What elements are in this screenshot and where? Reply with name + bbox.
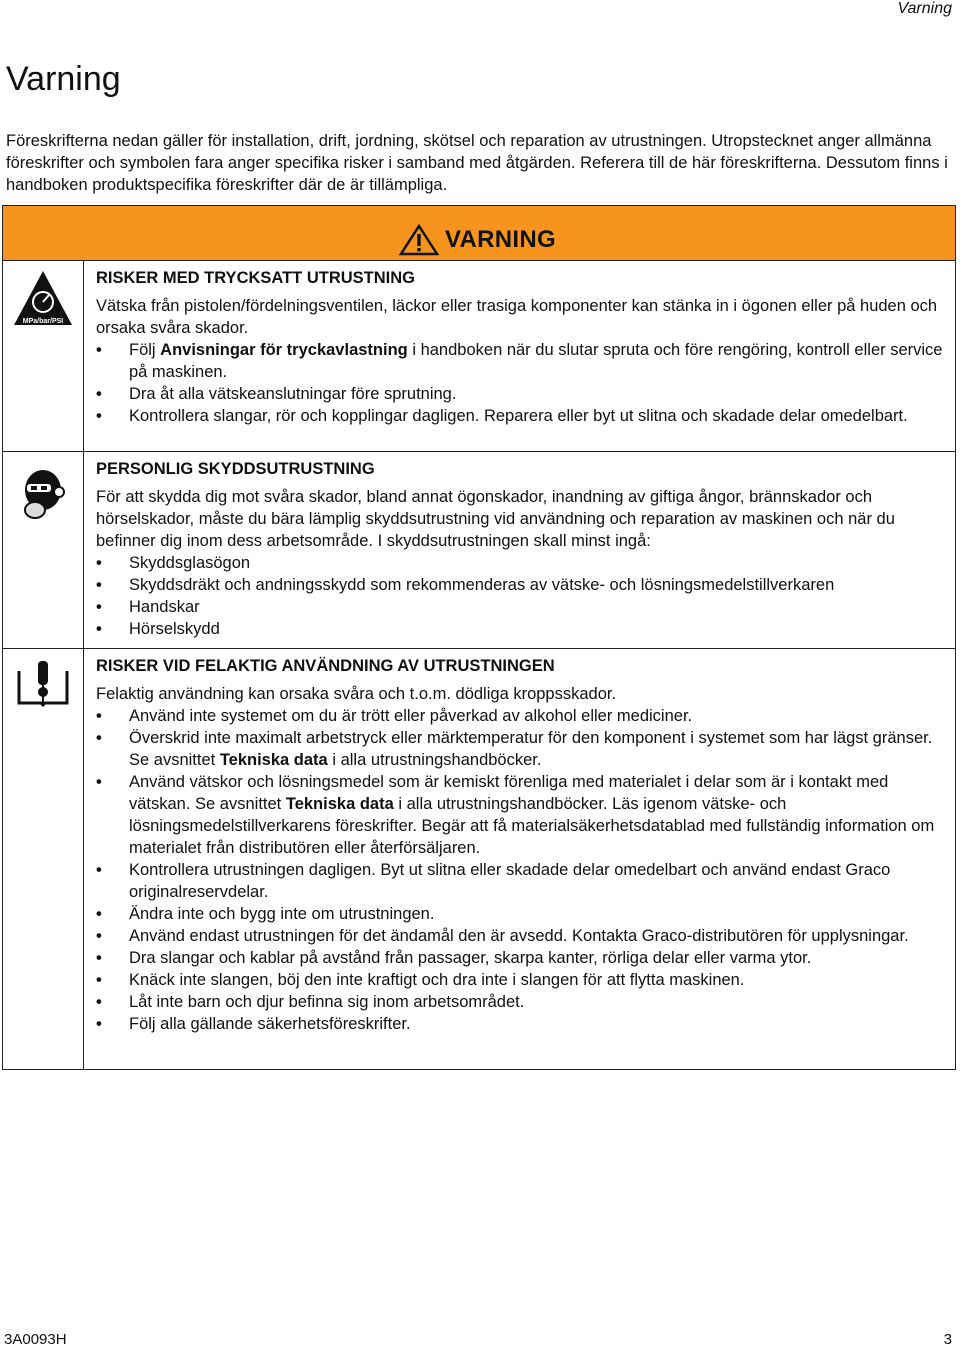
section-bullets [96, 339, 945, 427]
protective-equipment-icon [21, 466, 65, 522]
page-number: 3 [943, 1331, 952, 1348]
hazard-row-misuse [3, 648, 955, 1069]
bullet-item [96, 771, 945, 859]
section-title: RISKER MED TRYCKSATT UTRUSTNING [96, 269, 415, 287]
bullet-item [96, 552, 945, 574]
bullet-item [96, 859, 945, 903]
bullet-item [96, 618, 945, 640]
bullet-text: Överskrid inte maximalt arbetstryck eller märktemperatur för den komponent i systemet som har lägst gränser. Se avsnittet [129, 729, 933, 769]
bullet-item [96, 1013, 945, 1035]
bullet-text: Kontrollera slangar, rör och kopplingar dagligen. Reparera eller byt ut slitna och skadade delar omedelbart. [129, 407, 908, 425]
section-intro: Felaktig användning kan orsaka svåra och t.o.m. dödliga kroppsskador. [96, 685, 617, 703]
bullet-text: Handskar [129, 598, 200, 616]
pressure-hazard-icon [12, 269, 74, 327]
section-intro: Vätska från pistolen/fördelningsventilen, läckor eller trasiga komponenter kan stänka in i ögonen eller på huden och orsaka svåra skador. [96, 297, 938, 337]
bullet-item [96, 925, 945, 947]
hazard-row-ppe [3, 451, 955, 648]
section-title: PERSONLIG SKYDDSUTRUSTNING [96, 460, 375, 478]
bullet-text: Knäck inte slangen, böj den inte kraftigt och dra inte i slangen för att flytta maskinen. [129, 971, 745, 989]
bullet-text: Ändra inte och bygg inte om utrustningen. [129, 905, 435, 923]
bullet-item [96, 705, 945, 727]
bullet-text: Använd vätskor och lösningsmedel som är kemiskt förenliga med materialet i delar som är i kontakt med vätskan. Se avsnittet [129, 773, 889, 813]
bullet-text: Låt inte barn och djur befinna sig inom arbetsområdet. [129, 993, 525, 1011]
warning-header [3, 206, 955, 261]
bullet-item [96, 405, 945, 427]
bullet-item [96, 727, 945, 771]
page-title: Varning [6, 60, 121, 98]
bullet-item [96, 383, 945, 405]
intro-paragraph: Föreskrifterna nedan gäller för installation, drift, jordning, skötsel och reparation av utrustningen. Utropstecknet anger allmänna föreskrifter och symbolen fara anger specifika risker i samband med åtgärden. Referera till de här föreskrifterna. Dessutom finns i handboken produktspecifika föreskrifter där de är tillämpliga. [6, 132, 948, 194]
bullet-item [96, 574, 945, 596]
bullet-text: Dra slangar och kablar på avstånd från passager, skarpa kanter, rörliga delar eller varma ytor. [129, 949, 812, 967]
doc-id: 3A0093H [4, 1331, 67, 1348]
running-header: Varning [897, 0, 952, 17]
bold-reference: Tekniska data [285, 795, 394, 813]
warning-box [2, 205, 956, 1070]
bold-reference: Tekniska data [219, 751, 328, 769]
pressure-icon-label: MPa/bar/PSI [22, 318, 64, 325]
bullet-text: Skyddsdräkt och andningsskydd som rekommenderas av vätske- och lösningsmedelstillverkaren [129, 576, 835, 594]
bullet-text: i alla utrustningshandböcker. Läs igenom vätske- och lösningsmedelstillverkarens föreskrifter. Begär att få materialsäkerhetsdatablad med fullständig information om materialet från distributören eller återförsäljaren. [129, 795, 935, 857]
bullet-item [96, 947, 945, 969]
bullet-item [96, 903, 945, 925]
section-bullets [96, 552, 945, 640]
section-bullets [96, 705, 945, 1035]
bullet-item [96, 596, 945, 618]
bullet-item [96, 969, 945, 991]
bold-reference: Anvisningar för tryckavlastning [160, 341, 408, 359]
bullet-text: Följ alla gällande säkerhetsföreskrifter. [129, 1015, 411, 1033]
bullet-item [96, 339, 945, 383]
bullet-text: Använd inte systemet om du är trött eller påverkad av alkohol eller mediciner. [129, 707, 693, 725]
bullet-text: i alla utrustningshandböcker. [327, 751, 542, 769]
bullet-item [96, 991, 945, 1013]
bullet-text: Hörselskydd [129, 620, 220, 638]
warning-label: VARNING [445, 226, 556, 253]
bullet-text: i handboken när du slutar spruta och före rengöring, kontroll eller service på maskinen. [129, 341, 943, 381]
section-title: RISKER VID FELAKTIG ANVÄNDNING AV UTRUSTNINGEN [96, 657, 555, 675]
hazard-row-pressure [3, 261, 955, 451]
bullet-text: Dra åt alla vätskeanslutningar före sprutning. [129, 385, 457, 403]
read-manual-icon [15, 659, 71, 707]
section-intro: För att skydda dig mot svåra skador, bland annat ögonskador, inandning av giftiga ångor, brännskador och hörselskador, måste du bära lämplig skyddsutrustning vid användning och reparation av maskinen och när du befinner dig inom dess arbetsområde. I skyddsutrustningen skall minst ingå: [96, 488, 895, 550]
warning-triangle-icon [399, 224, 439, 256]
bullet-text: Använd endast utrustningen för det ändamål den är avsedd. Kontakta Graco-distributören för upplysningar. [129, 927, 909, 945]
bullet-text: Följ [129, 341, 161, 359]
bullet-text: Kontrollera utrustningen dagligen. Byt ut slitna eller skadade delar omedelbart och använd endast Graco originalreservdelar. [129, 861, 891, 901]
bullet-text: Skyddsglasögon [129, 554, 251, 572]
